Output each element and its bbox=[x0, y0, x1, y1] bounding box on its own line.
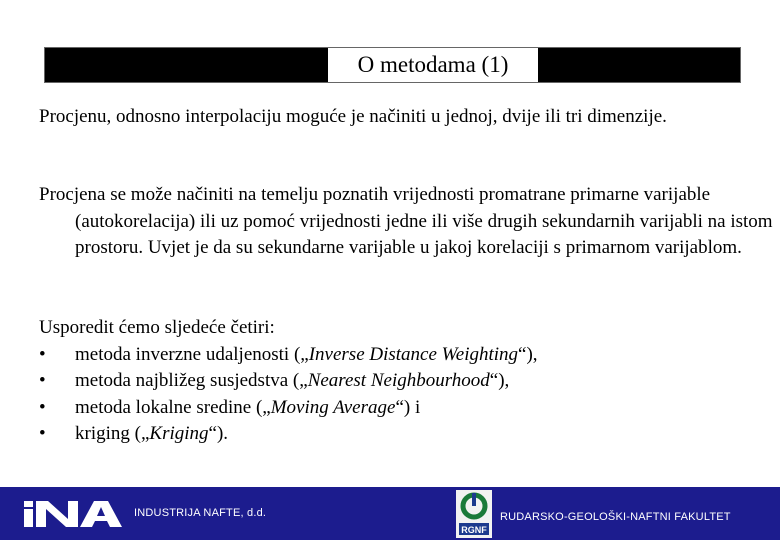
footer bbox=[0, 487, 780, 540]
method-term: Inverse Distance Weighting bbox=[308, 343, 519, 365]
method-prefix: kriging („ bbox=[75, 423, 150, 444]
method-suffix: “), bbox=[518, 343, 538, 365]
paragraph-dimensions: Procjenu, odnosno interpolaciju moguće je načiniti u jednoj, dvije ili tri dimenzije. bbox=[39, 106, 667, 127]
slide-title: O metodama (1) bbox=[328, 48, 538, 82]
method-term: Moving Average bbox=[270, 396, 396, 418]
method-suffix: “). bbox=[208, 423, 229, 444]
method-prefix: metoda inverzne udaljenosti („ bbox=[75, 343, 309, 365]
bullet: • bbox=[39, 423, 46, 444]
method-term: Kriging bbox=[149, 423, 209, 444]
methods-list bbox=[39, 342, 739, 448]
ina-company-name: INDUSTRIJA NAFTE, d.d. bbox=[134, 507, 267, 519]
methods-section bbox=[39, 315, 739, 448]
title-bar bbox=[44, 47, 741, 83]
rgnf-logo-text: RGNF bbox=[461, 525, 487, 535]
rgnf-logo bbox=[456, 490, 492, 538]
ina-logo bbox=[24, 501, 122, 527]
bullet: • bbox=[39, 370, 46, 391]
bullet: • bbox=[39, 396, 46, 418]
method-prefix: metoda najbližeg susjedstva („ bbox=[75, 370, 308, 391]
method-term: Nearest Neighbourhood bbox=[307, 370, 490, 391]
paragraph-estimation: Procjena se može načiniti na temelju poznatih vrijednosti promatrane primarne varijable (autokorelacija) ili uz pomoć vrijednosti jedne ili više drugih sekundarnih varijabli na istom prostoru. Uvjet je da su sekundarne varijable u jakoj korelaciji s primarnom varijablom. bbox=[39, 184, 773, 258]
method-suffix: “), bbox=[489, 370, 510, 391]
list-item bbox=[39, 421, 739, 448]
rgnf-faculty-name: RUDARSKO-GEOLOŠKI-NAFTNI FAKULTET bbox=[500, 511, 731, 523]
method-suffix: “) i bbox=[395, 396, 421, 418]
list-item bbox=[39, 368, 739, 395]
list-item bbox=[39, 395, 739, 422]
method-prefix: metoda lokalne sredine („ bbox=[75, 396, 271, 418]
list-intro: Usporedit ćemo sljedeće četiri: bbox=[39, 317, 275, 338]
bullet: • bbox=[39, 343, 46, 365]
list-item bbox=[39, 342, 739, 369]
